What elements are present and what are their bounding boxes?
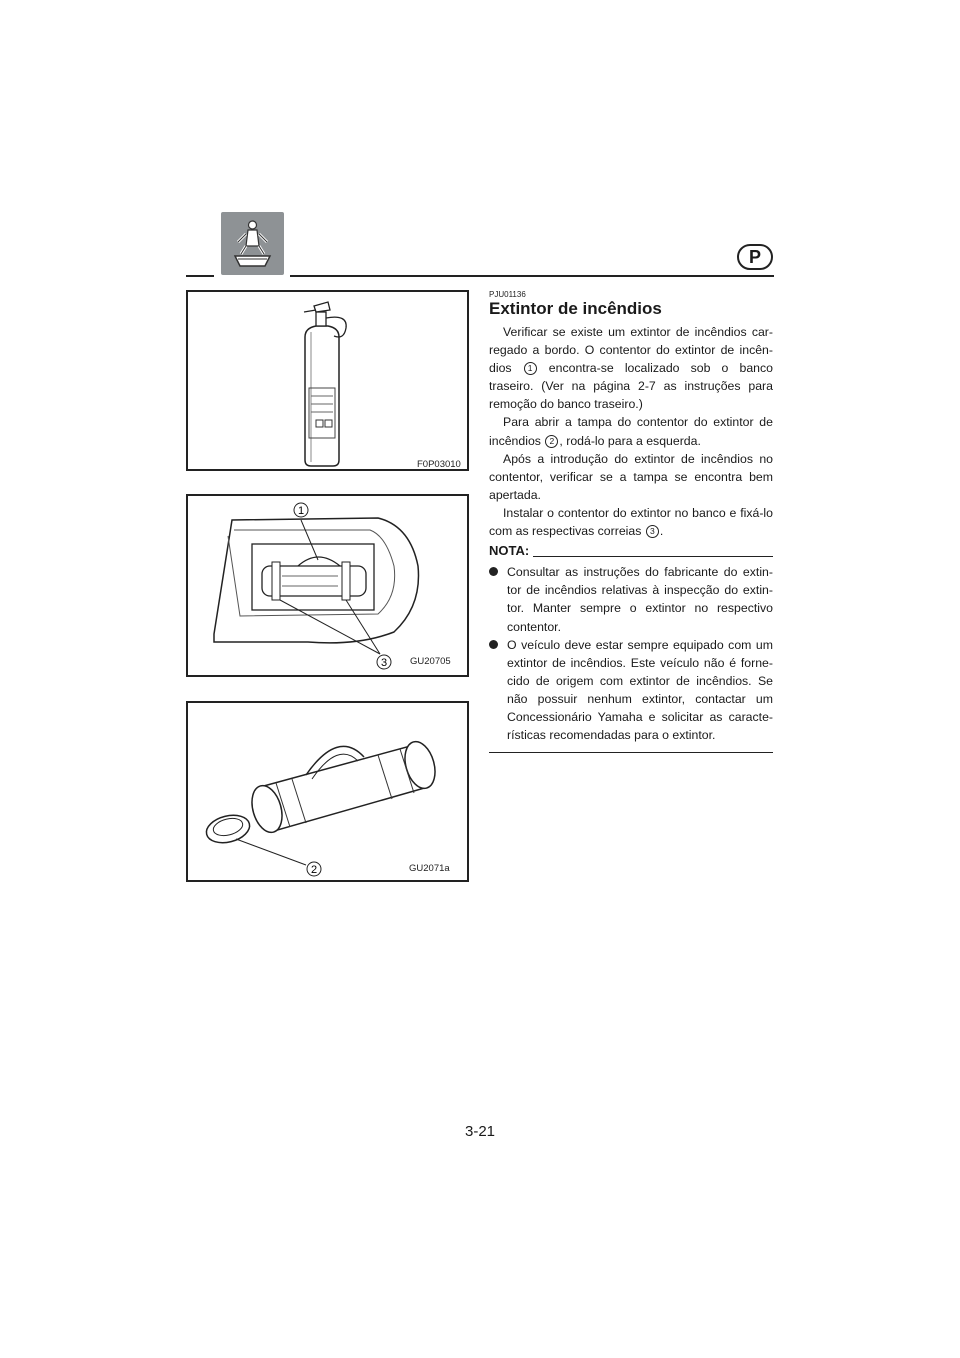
bullet-icon <box>489 567 498 576</box>
figure-extinguisher-container-in-seat <box>186 494 469 677</box>
callout-1: 1 <box>297 505 305 517</box>
ref-number: 3 <box>646 525 659 538</box>
note-item: O veículo deve estar sempre equipado com um extintor de incêndios. Este veículo não é forne-cido de origem com extintor de incêndios. Se não possuir nenhum extintor, contactar um Concessionário Yamaha e solicitar as caracte-rísticas recomendadas para o extintor. <box>489 636 773 745</box>
callout-3: 3 <box>380 657 388 669</box>
section-body <box>489 323 773 753</box>
paragraph-2: Para abrir a tampa do contentor do extintor de incêndios 2 , rodá-lo para a esquerda. <box>489 415 773 448</box>
watercraft-rider-icon <box>221 212 284 275</box>
paragraph-1: Verificar se existe um extintor de incêndios car-regado a bordo. O contentor do extintor de incên-dios 1 encontra-se localizado sob o banco traseiro. (Ver na página 2-7 as instruções para remoção do banco traseiro.) <box>489 325 773 412</box>
figure-code: GU2071a <box>409 863 450 874</box>
note-rule <box>533 556 773 557</box>
fire-extinguisher-illustration <box>188 292 471 473</box>
paragraph-4: Instalar o contentor do extintor no banco e fixá-lo com as respectivas correias 3 . <box>489 505 773 539</box>
note-item: Consultar as instruções do fabricante do extin-tor de incêndios relativas à inspecção do extin-tor. Manter sempre o extintor no respectivo contentor. <box>489 563 773 635</box>
document-code: PJU01136 <box>489 290 526 299</box>
figure-fire-extinguisher <box>186 290 469 471</box>
container-lid-illustration <box>188 703 471 884</box>
ref-number: 1 <box>524 362 537 375</box>
note-end-rule <box>489 752 773 753</box>
note-label: NOTA: <box>489 543 530 559</box>
page-number: 3-21 <box>464 1123 496 1140</box>
ref-number: 2 <box>545 435 558 448</box>
callout-2: 2 <box>310 864 318 876</box>
language-badge: P <box>737 244 773 270</box>
figure-code: F0P03010 <box>417 459 461 470</box>
figure-container-lid <box>186 701 469 882</box>
figure-code: GU20705 <box>410 656 451 667</box>
bullet-icon <box>489 640 498 649</box>
section-title: Extintor de incêndios <box>489 299 662 318</box>
paragraph-3: Após a introdução do extintor de incêndios no contentor, verificar se a tampa se encontra bem apertada. <box>489 451 773 502</box>
header-rule-right <box>290 275 774 277</box>
seat-container-illustration <box>188 496 471 679</box>
header-rule-left <box>186 275 214 277</box>
note-list <box>489 563 773 744</box>
note-header <box>489 542 773 560</box>
